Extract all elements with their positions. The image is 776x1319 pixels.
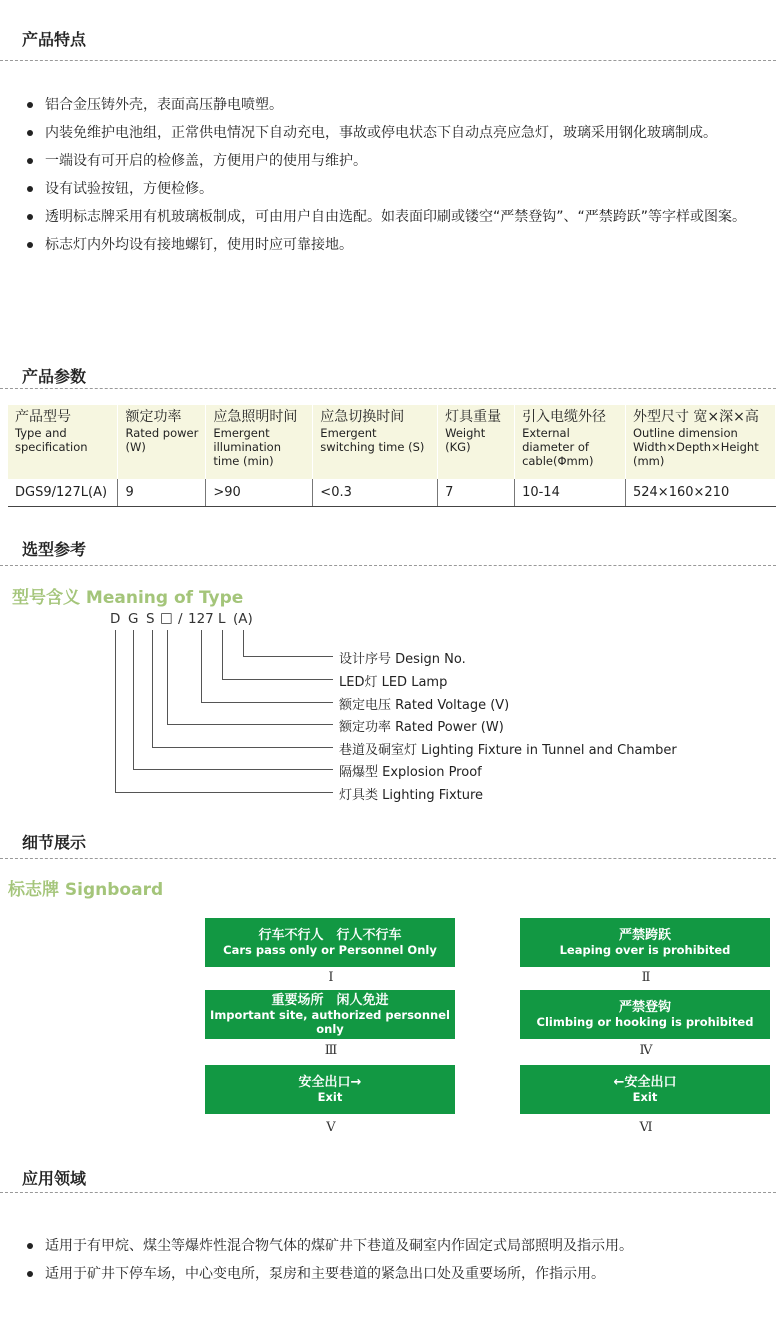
- list-item: 一端设有可开启的检修盖，方便用户的使用与维护。: [26, 147, 772, 175]
- sign-number: Ⅱ: [641, 970, 651, 985]
- section-title-params: 产品参数: [22, 367, 87, 386]
- sign-number: Ⅲ: [324, 1043, 338, 1058]
- table-cell: DGS9/127L(A): [8, 479, 118, 506]
- signboard-sign: [520, 1065, 770, 1114]
- code-letter: (A): [233, 611, 253, 627]
- signboard-sign: [520, 918, 770, 967]
- sign-text-en: Important site, authorized personnel only: [210, 1008, 450, 1036]
- table-header: 应急照明时间 Emergent illumination time (min): [206, 405, 313, 479]
- list-item: 透明标志牌采用有机玻璃板制成，可由用户自由选配。如表面印刷或镂空“严禁登钩”、“严禁跨跃”等字样或图案。: [26, 203, 772, 231]
- sign-text-zh: 安全出口→: [298, 1075, 362, 1090]
- sign-text-en: Cars pass only or Personnel Only: [223, 943, 437, 957]
- sign-text-zh: 行车不行人 行人不行车: [258, 928, 402, 943]
- table-header: 产品型号 Type and specification: [8, 405, 118, 479]
- signboard-sign: [205, 990, 455, 1039]
- sign-text-zh: 严禁登钩: [618, 1000, 671, 1015]
- signboard-sign: [205, 1065, 455, 1114]
- table-cell: <0.3: [313, 479, 438, 506]
- sign-text-zh: 重要场所 闲人免进: [271, 993, 389, 1008]
- code-letter: /: [178, 611, 183, 627]
- table-header: 引入电缆外径 External diameter of cable(Φmm): [515, 405, 626, 479]
- sign-text-en: Leaping over is prohibited: [559, 943, 731, 957]
- table-cell: 7: [438, 479, 515, 506]
- meaning-label: 隔爆型 Explosion Proof: [339, 765, 482, 780]
- list-item: 适用于有甲烷、煤尘等爆炸性混合物气体的煤矿井下巷道及硐室内作固定式局部照明及指示用。: [26, 1232, 772, 1260]
- table-header: 灯具重量 Weight (KG): [438, 405, 515, 479]
- meaning-label: LED灯 LED Lamp: [339, 675, 448, 690]
- code-letter: 127: [188, 611, 214, 627]
- sign-number: Ⅰ: [328, 970, 334, 985]
- sign-text-zh: ←安全出口: [613, 1075, 677, 1090]
- meaning-label: 灯具类 Lighting Fixture: [339, 788, 484, 803]
- sign-text-en: Exit: [632, 1090, 658, 1104]
- table-cell: >90: [206, 479, 313, 506]
- list-item: 设有试验按钮，方便检修。: [26, 175, 772, 203]
- code-letter: G: [128, 611, 139, 627]
- sign-number: Ⅴ: [326, 1120, 336, 1135]
- sign-text-zh: 严禁跨跃: [618, 928, 671, 943]
- section-title-features: 产品特点: [22, 30, 87, 49]
- table-cell: 524×160×210: [625, 479, 775, 506]
- table-header: 额定功率 Rated power (W): [118, 405, 206, 479]
- code-letter: D: [110, 611, 121, 627]
- signboard-sign: [205, 918, 455, 967]
- section-title-selection: 选型参考: [22, 540, 87, 559]
- code-letter: S: [146, 611, 155, 627]
- meaning-heading: 型号含义 Meaning of Type: [12, 588, 244, 608]
- meaning-label: 额定电压 Rated Voltage (V): [339, 698, 510, 713]
- signboard-heading: 标志牌 Signboard: [8, 880, 164, 900]
- table-header: 应急切换时间 Emergent switching time (S): [313, 405, 438, 479]
- sign-number: Ⅵ: [639, 1120, 653, 1135]
- section-divider: [0, 1192, 776, 1193]
- code-letter: □: [160, 610, 173, 626]
- section-divider: [0, 858, 776, 859]
- section-title-details: 细节展示: [22, 833, 87, 852]
- sign-text-en: Exit: [317, 1090, 343, 1104]
- table-header: 外型尺寸 宽×深×高 Outline dimension Width×Depth×Height (mm): [625, 405, 775, 479]
- meaning-label: 设计序号 Design No.: [339, 652, 466, 667]
- list-item: 内装免维护电池组，正常供电情况下自动充电，事故或停电状态下自动点亮应急灯，玻璃采用钢化玻璃制成。: [26, 119, 772, 147]
- signboard-sign: [520, 990, 770, 1039]
- table-cell: 9: [118, 479, 206, 506]
- list-item: 适用于矿井下停车场，中心变电所，泵房和主要巷道的紧急出口处及重要场所，作指示用。: [26, 1260, 772, 1288]
- code-letter: L: [218, 611, 226, 627]
- list-item: 铝合金压铸外壳，表面高压静电喷塑。: [26, 91, 772, 119]
- meaning-label: 额定功率 Rated Power (W): [339, 720, 504, 735]
- section-title-applications: 应用领域: [22, 1169, 87, 1188]
- sign-number: Ⅳ: [639, 1043, 653, 1058]
- application-list: [26, 1232, 772, 1288]
- sign-text-en: Climbing or hooking is prohibited: [536, 1015, 754, 1029]
- list-item: 标志灯内外均设有接地螺钉，使用时应可靠接地。: [26, 231, 772, 259]
- table-cell: 10-14: [515, 479, 626, 506]
- meaning-label: 巷道及硐室灯 Lighting Fixture in Tunnel and Chamber: [339, 743, 677, 758]
